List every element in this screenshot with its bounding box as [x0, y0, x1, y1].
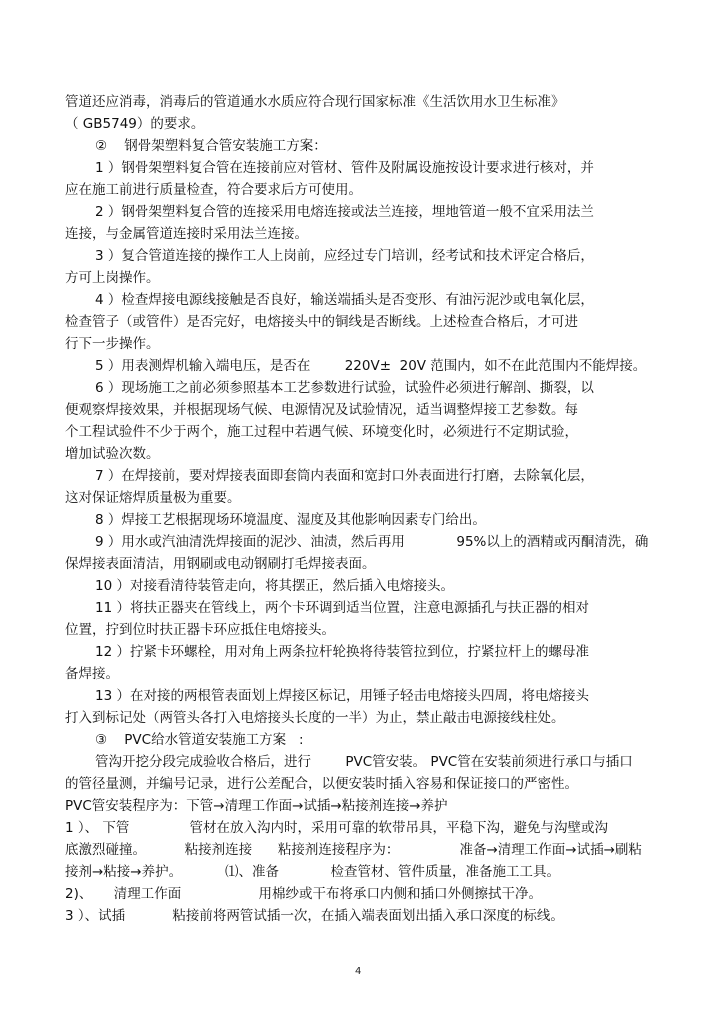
text-line: 2 ）钢骨架塑料复合管的连接采用电熔连接或法兰连接，埋地管道一般不宜采用法兰	[95, 204, 594, 220]
text-line: 7 ）在焊接前，要对焊接表面即套筒内表面和宽封口外表面进行打磨，去除氧化层，	[95, 468, 594, 484]
section-heading-3: ③ PVC给水管道安装施工方案 :	[95, 732, 304, 748]
text-line: 2)、 清理工作面 用棉纱或干布将承口内侧和插口外侧擦拭干净。	[65, 886, 543, 902]
text-line: 连接，与金属管道连接时采用法兰连接。	[65, 226, 308, 242]
text-line: 打入到标记处（两管头各打入电熔接头长度的一半）为止，禁止敲击电源接线柱处。	[65, 710, 565, 726]
text-line: 保焊接表面清洁，用钢刷或电动钢刷打毛焊接表面。	[65, 556, 376, 572]
text-line: 6 ）现场施工之前必须参照基本工艺参数进行试验，试验件必须进行解剖、撕裂，以	[95, 380, 594, 396]
section-heading-2: ② 钢骨架塑料复合管安装施工方案：	[95, 138, 327, 154]
text-line: 增加试验次数。	[65, 446, 160, 462]
text-line: 11 ）将扶正器夹在管线上，两个卡环调到适当位置，注意电源插孔与扶正器的相对	[95, 600, 589, 616]
text-line: 1 ）、 下管 管材在放入沟内时，采用可靠的软带吊具，平稳下沟，避免与沟壁或沟	[65, 820, 608, 836]
text-line: 10 ）对接看清待装管走向，将其摆正，然后插入电熔接头。	[95, 578, 454, 594]
text-line: 个工程试验件不少于两个，施工过程中若遇气候、环境变化时，必须进行不定期试验，	[65, 424, 578, 440]
text-line: 8 ）焊接工艺根据现场环境温度、湿度及其他影响因素专门给出。	[95, 512, 486, 528]
text-line: 12 ）拧紧卡环螺栓，用对角上两条拉杆轮换将待装管拉到位，拧紧拉杆上的螺母准	[95, 644, 589, 660]
text-line: 管道还应消毒，消毒后的管道通水水质应符合现行国家标准《生活饮用水卫生标准》	[65, 94, 565, 110]
text-line: PVC管安装程序为：下管→清理工作面→试插→粘接剂连接→养护	[65, 798, 448, 814]
text-line: 5 ）用表测焊机输入端电压，是否在 220V± 20V 范围内，如不在此范围内不能焊接。	[95, 358, 647, 374]
text-line: 应在施工前进行质量检查，符合要求后方可使用。	[65, 182, 362, 198]
text-line: 的管径量测，并编号记录，进行公差配合，以便安装时插入容易和保证接口的严密性。	[65, 776, 578, 792]
text-line: 4 ）检查焊接电源线接触是否良好，输送端插头是否变形、有油污泥沙或电氧化层，	[95, 292, 594, 308]
text-line: 便观察焊接效果，并根据现场气候、电源情况及试验情况，适当调整焊接工艺参数。每	[65, 402, 578, 418]
text-line: 9 ）用水或汽油清洗焊接面的泥沙、油渍，然后再用 95%以上的酒精或丙酮清洗，确	[95, 534, 649, 550]
text-line: 接剂→粘接→养护。 ⑴、准备 检查管材、管件质量，准备施工工具。	[65, 864, 561, 880]
text-line: 检查管子（或管件）是否完好，电熔接头中的铜线是否断线。上述检查合格后，才可进	[65, 314, 578, 330]
text-line: 1 ）钢骨架塑料复合管在连接前应对管材、管件及附属设施按设计要求进行核对，并	[95, 160, 594, 176]
text-line: 13 ）在对接的两根管表面划上焊接区标记，用锤子轻击电熔接头四周，将电熔接头	[95, 688, 589, 704]
text-line: 管沟开挖分段完成验收合格后，进行 PVC管安装。 PVC管在安装前须进行承口与插口	[95, 754, 633, 770]
text-line: 位置，拧到位时扶正器卡环应抵住电熔接头。	[65, 622, 335, 638]
text-line: 这对保证熔焊质量极为重要。	[65, 490, 241, 506]
text-line: 行下一步操作。	[65, 336, 160, 352]
text-line: （ GB5749）的要求。	[65, 116, 205, 132]
page-number: 4	[355, 966, 362, 977]
text-line: 3 ）复合管道连接的操作工人上岗前，应经过专门培训，经考试和技术评定合格后，	[95, 248, 594, 264]
text-line: 底激烈碰撞。 粘接剂连接 粘接剂连接程序为： 准备→清理工作面→试插→刷粘	[65, 842, 642, 858]
text-line: 方可上岗操作。	[65, 270, 160, 286]
text-line: 3 ）、试插 粘接前将两管试插一次，在插入端表面划出插入承口深度的标线。	[65, 908, 564, 924]
text-line: 备焊接。	[65, 666, 119, 682]
